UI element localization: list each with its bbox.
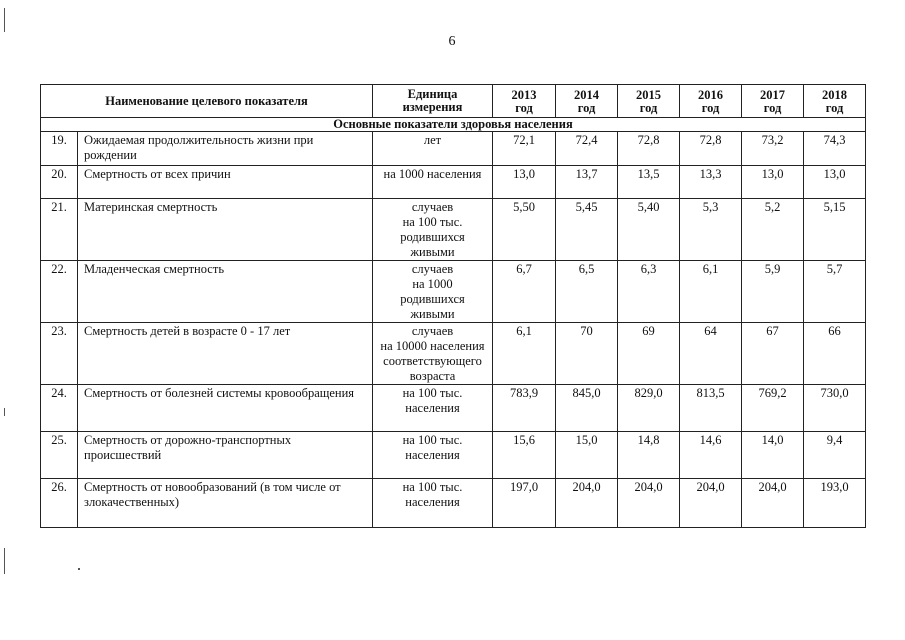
- row-number: 24.: [41, 385, 78, 432]
- scan-artifact: [78, 568, 80, 570]
- value-cell: 13,3: [680, 166, 742, 199]
- header-year-value: 2014: [574, 87, 599, 102]
- table-row: [41, 132, 866, 166]
- row-number: 23.: [41, 323, 78, 385]
- value-cell: 6,7: [493, 261, 556, 323]
- value-cell: 13,0: [493, 166, 556, 199]
- value-cell: 72,4: [556, 132, 618, 166]
- value-cell: 70: [556, 323, 618, 385]
- value-cell: 15,0: [556, 432, 618, 479]
- value-cell: 73,2: [742, 132, 804, 166]
- value-cell: 813,5: [680, 385, 742, 432]
- value-cell: 6,1: [493, 323, 556, 385]
- header-year-label: год: [825, 100, 844, 115]
- value-cell: 5,40: [618, 199, 680, 261]
- header-year-label: год: [639, 100, 658, 115]
- value-cell: 67: [742, 323, 804, 385]
- unit-cell: случаев на 10000 населения соответствующего возраста: [373, 323, 493, 385]
- unit-cell: случаев на 100 тыс. родившихся живыми: [373, 199, 493, 261]
- value-cell: 6,5: [556, 261, 618, 323]
- header-year-label: год: [515, 100, 533, 115]
- row-number: 22.: [41, 261, 78, 323]
- table-row: [41, 199, 866, 261]
- row-number: 21.: [41, 199, 78, 261]
- value-cell: 72,8: [618, 132, 680, 166]
- unit-cell: на 1000 населения: [373, 166, 493, 199]
- header-year-value: 2016: [698, 87, 723, 102]
- table-row: [41, 261, 866, 323]
- value-cell: 5,9: [742, 261, 804, 323]
- value-cell: 204,0: [742, 479, 804, 528]
- value-cell: 783,9: [493, 385, 556, 432]
- value-cell: 72,1: [493, 132, 556, 166]
- table-row: [41, 432, 866, 479]
- indicator-name: Смертность от всех причин: [78, 166, 373, 199]
- header-year-label: год: [763, 100, 782, 115]
- unit-cell: на 100 тыс. населения: [373, 479, 493, 528]
- value-cell: 829,0: [618, 385, 680, 432]
- unit-cell: на 100 тыс. населения: [373, 385, 493, 432]
- table-row: [41, 479, 866, 528]
- header-year-label: год: [577, 100, 596, 115]
- header-unit-label: Единица измерения: [402, 87, 463, 114]
- indicator-name: Смертность от дорожно-транспортных происшествий: [78, 432, 373, 479]
- value-cell: 204,0: [556, 479, 618, 528]
- header-year: [742, 85, 804, 118]
- table-row: [41, 385, 866, 432]
- value-cell: 193,0: [804, 479, 866, 528]
- value-cell: 13,0: [804, 166, 866, 199]
- header-year-label: год: [701, 100, 720, 115]
- section-row: [41, 118, 866, 132]
- header-year: [680, 85, 742, 118]
- header-year: [804, 85, 866, 118]
- value-cell: 769,2: [742, 385, 804, 432]
- value-cell: 5,50: [493, 199, 556, 261]
- value-cell: 5,7: [804, 261, 866, 323]
- indicator-name: Ожидаемая продолжительность жизни при рождении: [78, 132, 373, 166]
- value-cell: 14,6: [680, 432, 742, 479]
- header-indicator-name: Наименование целевого показателя: [41, 85, 373, 118]
- row-number: 26.: [41, 479, 78, 528]
- header-unit: [373, 85, 493, 118]
- value-cell: 9,4: [804, 432, 866, 479]
- value-cell: 5,2: [742, 199, 804, 261]
- page-number: 6: [448, 34, 456, 49]
- value-cell: 204,0: [618, 479, 680, 528]
- value-cell: 13,0: [742, 166, 804, 199]
- indicator-name: Смертность от болезней системы кровообращения: [78, 385, 373, 432]
- value-cell: 204,0: [680, 479, 742, 528]
- table-row: [41, 323, 866, 385]
- value-cell: 15,6: [493, 432, 556, 479]
- value-cell: 5,15: [804, 199, 866, 261]
- unit-cell: случаев на 1000 родившихся живыми: [373, 261, 493, 323]
- unit-cell: на 100 тыс. населения: [373, 432, 493, 479]
- value-cell: 13,7: [556, 166, 618, 199]
- value-cell: 64: [680, 323, 742, 385]
- value-cell: 6,1: [680, 261, 742, 323]
- indicator-table: [40, 84, 866, 528]
- header-year-value: 2013: [511, 87, 537, 102]
- value-cell: 74,3: [804, 132, 866, 166]
- scan-artifact: [4, 548, 5, 574]
- unit-cell: лет: [373, 132, 493, 166]
- value-cell: 845,0: [556, 385, 618, 432]
- value-cell: 5,3: [680, 199, 742, 261]
- value-cell: 197,0: [493, 479, 556, 528]
- value-cell: 14,0: [742, 432, 804, 479]
- indicator-name: Смертность от новообразований (в том числе от злокачественных): [78, 479, 373, 528]
- indicator-name: Младенческая смертность: [78, 261, 373, 323]
- header-year-value: 2017: [760, 87, 785, 102]
- table-header-row: [41, 85, 866, 118]
- value-cell: 730,0: [804, 385, 866, 432]
- indicator-name: Смертность детей в возрасте 0 - 17 лет: [78, 323, 373, 385]
- row-number: 25.: [41, 432, 78, 479]
- header-year: [618, 85, 680, 118]
- row-number: 20.: [41, 166, 78, 199]
- table-row: [41, 166, 866, 199]
- section-title: Основные показатели здоровья населения: [41, 118, 866, 132]
- value-cell: 66: [804, 323, 866, 385]
- header-year: [493, 85, 556, 118]
- value-cell: 5,45: [556, 199, 618, 261]
- header-year: [556, 85, 618, 118]
- indicator-name: Материнская смертность: [78, 199, 373, 261]
- scan-artifact: [4, 408, 5, 416]
- value-cell: 6,3: [618, 261, 680, 323]
- header-year-value: 2018: [822, 87, 847, 102]
- row-number: 19.: [41, 132, 78, 166]
- scan-artifact: [4, 8, 5, 32]
- value-cell: 14,8: [618, 432, 680, 479]
- value-cell: 72,8: [680, 132, 742, 166]
- value-cell: 69: [618, 323, 680, 385]
- header-year-value: 2015: [636, 87, 661, 102]
- value-cell: 13,5: [618, 166, 680, 199]
